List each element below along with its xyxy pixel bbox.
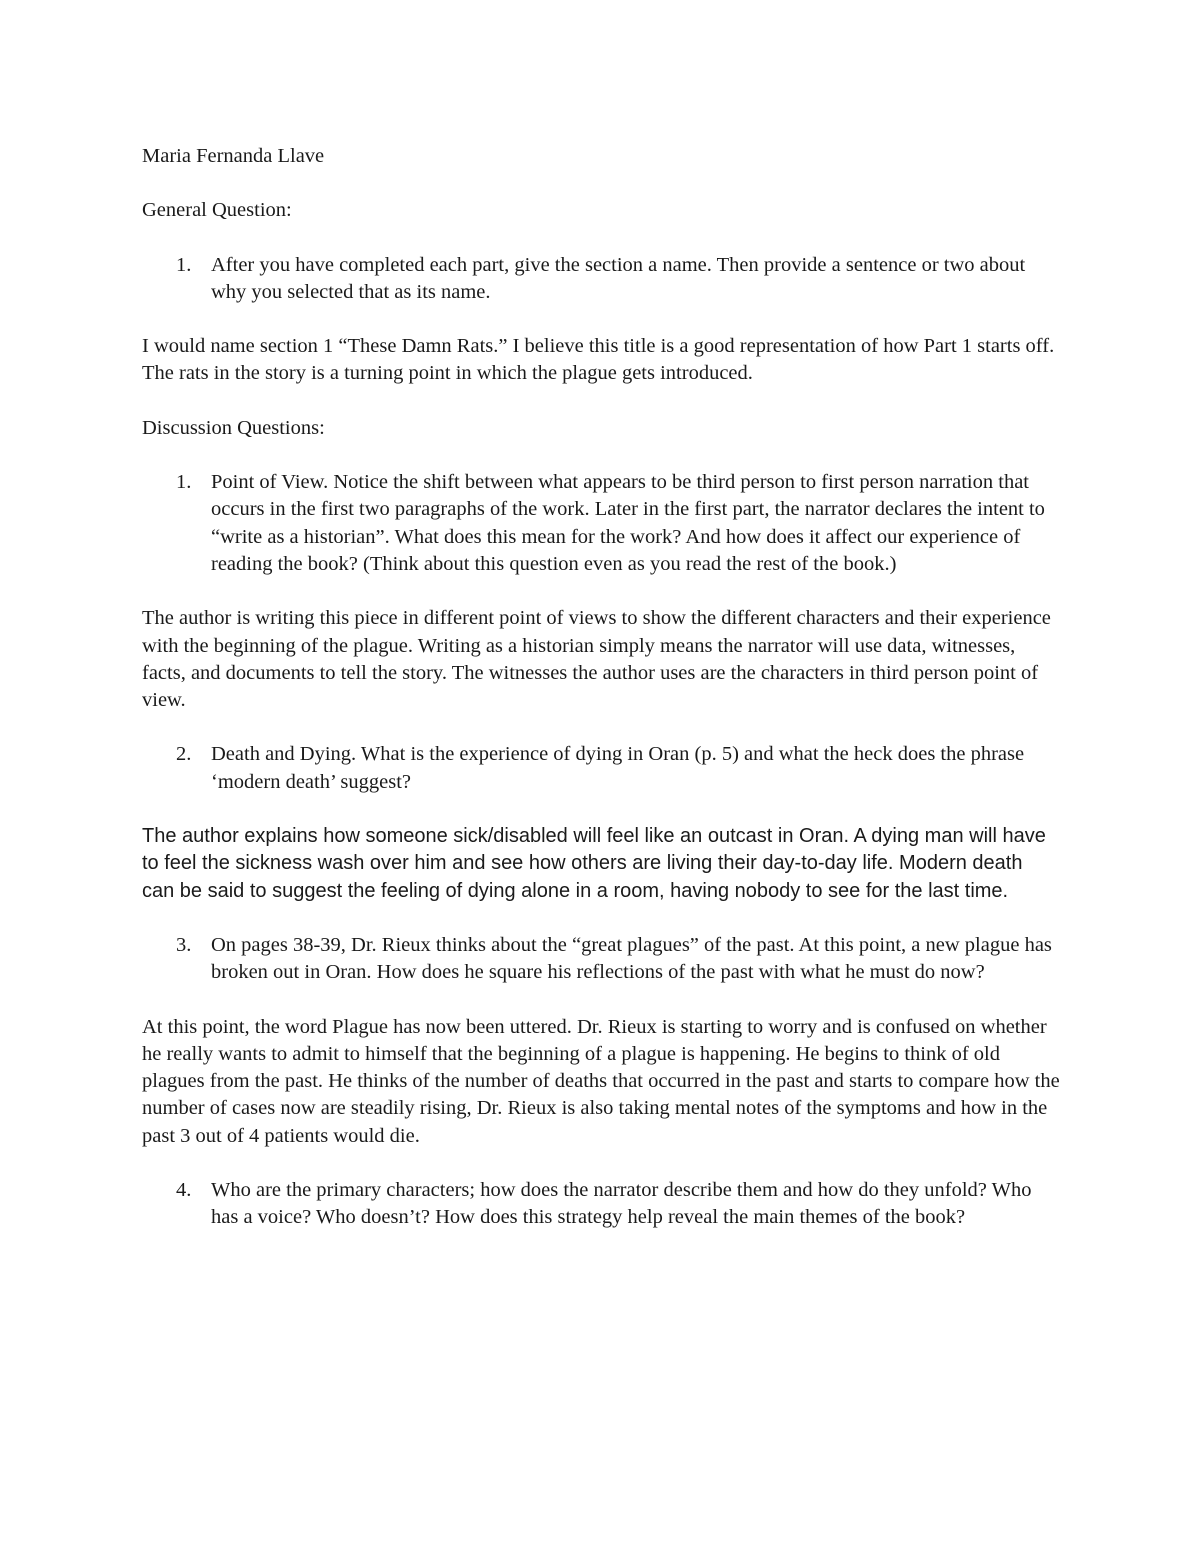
question-text: On pages 38-39, Dr. Rieux thinks about the “great plagues” of the past. At this point, a new plague has broken out in Oran. How does he square his reflections of the past with what he must do now?	[211, 933, 1052, 984]
discussion-answer: The author is writing this piece in different point of views to show the different characters and their experience with the beginning of the plague. Writing as a historian simply means the narrator will use data, witnesses, facts, and documents to tell the story. The witnesses the author uses are the characters in third person point of view.	[142, 607, 1051, 712]
question-number: 2.	[176, 743, 192, 766]
discussion-answer: The author explains how someone sick/disabled will feel like an outcast in Oran. A dying man will have to feel the sickness wash over him and see how others are living their day-to-day life. Modern death can be said to suggest the feeling of dying alone in a room, having nobody to see for the last time.	[142, 825, 1046, 902]
general-question-heading: General Question:	[142, 199, 292, 222]
discussion-question-list	[142, 1177, 1062, 1232]
discussion-answer: At this point, the word Plague has now been uttered. Dr. Rieux is starting to worry and is confused on whether he really wants to admit to himself that the beginning of a plague is happening. He begins to think of old plagues from the past. He thinks of the number of deaths that occurred in the past and starts to compare how the number of cases now are steadily rising, Dr. Rieux is also taking mental notes of the symptoms and how in the past 3 out of 4 patients would die.	[142, 1015, 1060, 1147]
question-number: 1.	[176, 253, 192, 276]
document-page	[142, 143, 1062, 1259]
discussion-question-item	[142, 932, 1062, 987]
question-text: Death and Dying. What is the experience of dying in Oran (p. 5) and what the heck does the phrase ‘modern death’ suggest?	[211, 743, 1025, 793]
discussion-question-list	[142, 932, 1062, 987]
discussion-question-list	[142, 469, 1062, 578]
question-number: 3.	[176, 933, 192, 956]
discussion-question-item	[142, 1177, 1062, 1232]
question-number: 1.	[176, 471, 192, 494]
question-text: After you have completed each part, give the section a name. Then provide a sentence or two about why you selected that as its name.	[211, 253, 1026, 303]
discussion-question-item	[142, 469, 1062, 578]
discussion-questions-heading: Discussion Questions:	[142, 416, 325, 439]
general-answer: I would name section 1 “These Damn Rats.” I believe this title is a good representation of how Part 1 starts off. The rats in the story is a turning point in which the plague gets introduced.	[142, 335, 1055, 385]
discussion-question-list	[142, 741, 1062, 796]
author-name: Maria Fernanda Llave	[142, 145, 325, 167]
discussion-question-item	[142, 741, 1062, 796]
general-question-list	[142, 252, 1062, 307]
question-number: 4.	[176, 1179, 192, 1202]
question-text: Who are the primary characters; how does the narrator describe them and how do they unfold? Who has a voice? Who doesn’t? How does this strategy help reveal the main themes of the book?	[211, 1179, 1032, 1229]
general-question-item	[142, 252, 1062, 307]
question-text: Point of View. Notice the shift between what appears to be third person to first person narration that occurs in the first two paragraphs of the work. Later in the first part, the narrator declares the intent to “write as a historian”. What does this mean for the work? And how does it affect our experience of reading the book? (Think about this question even as you read the rest of the book.)	[211, 471, 1045, 575]
